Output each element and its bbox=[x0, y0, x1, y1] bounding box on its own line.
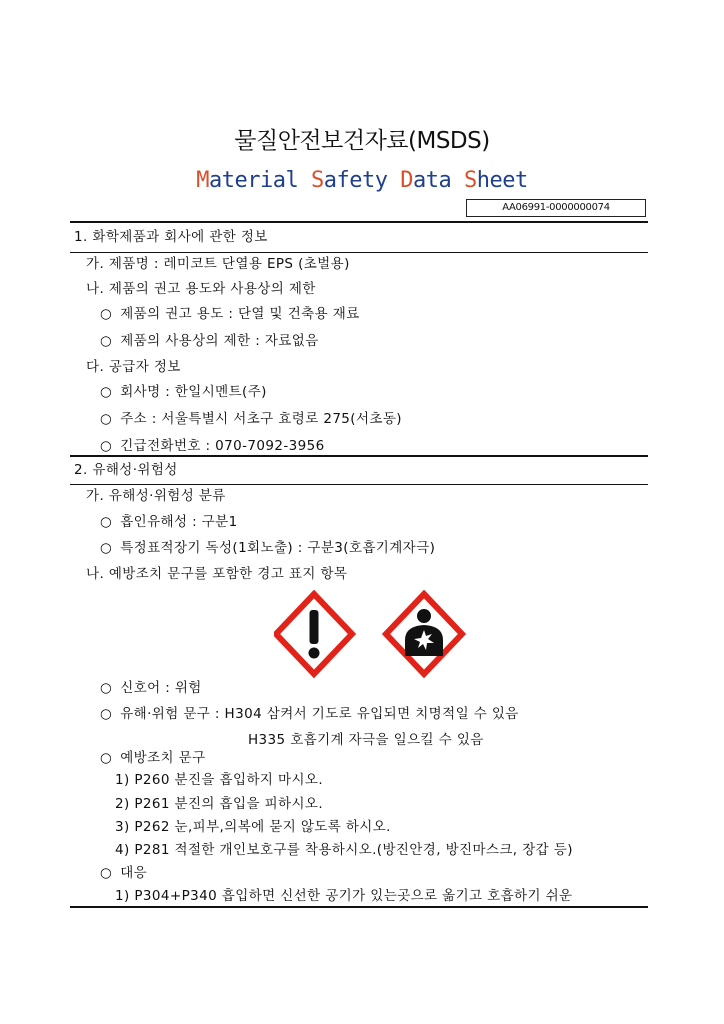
list-item-text: 회사명 : 한일시멘트(주) bbox=[120, 384, 267, 400]
list-item-text: 주소 : 서울특별시 서초구 효령로 275(서초동) bbox=[120, 411, 402, 427]
subsection-heading: 나. 예방조치 문구를 포함한 경고 표지 항목 bbox=[86, 566, 348, 582]
precaution-item: 1) P260 분진을 흡입하지 마시오. bbox=[115, 772, 324, 788]
precaution-item: 3) P262 눈,피부,의복에 묻지 않도록 하시오. bbox=[115, 819, 391, 835]
list-item-text: 신호어 : 위험 bbox=[120, 680, 202, 696]
bullet-icon: ○ bbox=[100, 411, 113, 427]
list-item-text: 특정표적장기 독성(1회노출) : 구분3(호흡기계자극) bbox=[120, 540, 436, 556]
list-item-text: 대응 bbox=[120, 865, 148, 881]
precaution-item: 4) P281 적절한 개인보호구를 착용하시오.(방진안경, 방진마스크, 장갑 등) bbox=[115, 842, 573, 858]
bullet-icon: ○ bbox=[100, 680, 113, 696]
bullet-icon: ○ bbox=[100, 514, 113, 530]
divider bbox=[70, 455, 648, 457]
product-name: 가. 제품명 : 레미코트 단열용 EPS (초벌용) bbox=[86, 256, 350, 272]
list-item-text: 제품의 사용상의 제한 : 자료없음 bbox=[120, 333, 319, 349]
precaution-item: 2) P261 분진의 흡입을 피하시오. bbox=[115, 796, 324, 812]
bullet-icon: ○ bbox=[100, 306, 113, 322]
subsection-heading: 다. 공급자 정보 bbox=[86, 359, 181, 375]
document-code-box: AA06991-0000000074 bbox=[466, 199, 646, 217]
response-item: 1) P304+P340 흡입하면 신선한 공기가 있는곳으로 옮기고 호흡하기 쉬운 bbox=[115, 888, 573, 904]
exclamation-mark-icon bbox=[276, 594, 352, 674]
title-en-cap-4: S bbox=[463, 168, 477, 193]
list-item bbox=[100, 438, 325, 454]
health-hazard-icon bbox=[386, 594, 462, 674]
bullet-icon: ○ bbox=[100, 333, 113, 349]
title-en-rest-3: ata bbox=[412, 168, 464, 193]
list-item bbox=[100, 514, 238, 530]
hazard-statement bbox=[100, 706, 519, 722]
bullet-icon: ○ bbox=[100, 750, 113, 766]
title-en-cap-2: S bbox=[311, 168, 324, 193]
list-item-text: 흡인유해성 : 구분1 bbox=[120, 514, 238, 530]
list-item bbox=[100, 865, 147, 881]
title-en-cap-3: D bbox=[400, 168, 413, 193]
divider bbox=[70, 484, 648, 485]
divider bbox=[70, 906, 648, 908]
hazard-statement-continued: H335 호흡기계 자극을 일으킬 수 있음 bbox=[248, 732, 484, 748]
list-item-text: 유해·위험 문구 : H304 삼켜서 기도로 유입되면 치명적일 수 있음 bbox=[120, 706, 519, 722]
ghs-pictograms bbox=[274, 590, 466, 678]
subsection-heading: 가. 유해성·위험성 분류 bbox=[86, 488, 226, 504]
title-en-rest-4: heet bbox=[476, 168, 528, 193]
title-en-cap-1: M bbox=[196, 168, 210, 193]
bullet-icon: ○ bbox=[100, 706, 113, 722]
section-heading: 1. 화학제품과 회사에 관한 정보 bbox=[74, 229, 268, 245]
document-title-english bbox=[0, 168, 724, 193]
list-item bbox=[100, 540, 435, 556]
list-item bbox=[100, 411, 402, 427]
title-en-rest-1: aterial bbox=[209, 168, 311, 193]
subsection-heading: 나. 제품의 권고 용도와 사용상의 제한 bbox=[86, 281, 316, 297]
document-title-korean: 물질안전보건자료(MSDS) bbox=[234, 128, 490, 154]
divider bbox=[70, 221, 648, 223]
list-item bbox=[100, 750, 206, 766]
divider bbox=[70, 252, 648, 253]
section-heading: 2. 유해성·위험성 bbox=[74, 462, 178, 478]
signal-word bbox=[100, 680, 202, 696]
list-item-text: 제품의 권고 용도 : 단열 및 건축용 재료 bbox=[120, 306, 360, 322]
bullet-icon: ○ bbox=[100, 384, 113, 400]
bullet-icon: ○ bbox=[100, 865, 113, 881]
list-item bbox=[100, 384, 267, 400]
list-item bbox=[100, 333, 319, 349]
list-item-text: 예방조치 문구 bbox=[120, 750, 206, 766]
list-item-text: 긴급전화번호 : 070-7092-3956 bbox=[120, 438, 325, 454]
bullet-icon: ○ bbox=[100, 438, 113, 454]
bullet-icon: ○ bbox=[100, 540, 113, 556]
title-en-rest-2: afety bbox=[323, 168, 401, 193]
list-item bbox=[100, 306, 360, 322]
